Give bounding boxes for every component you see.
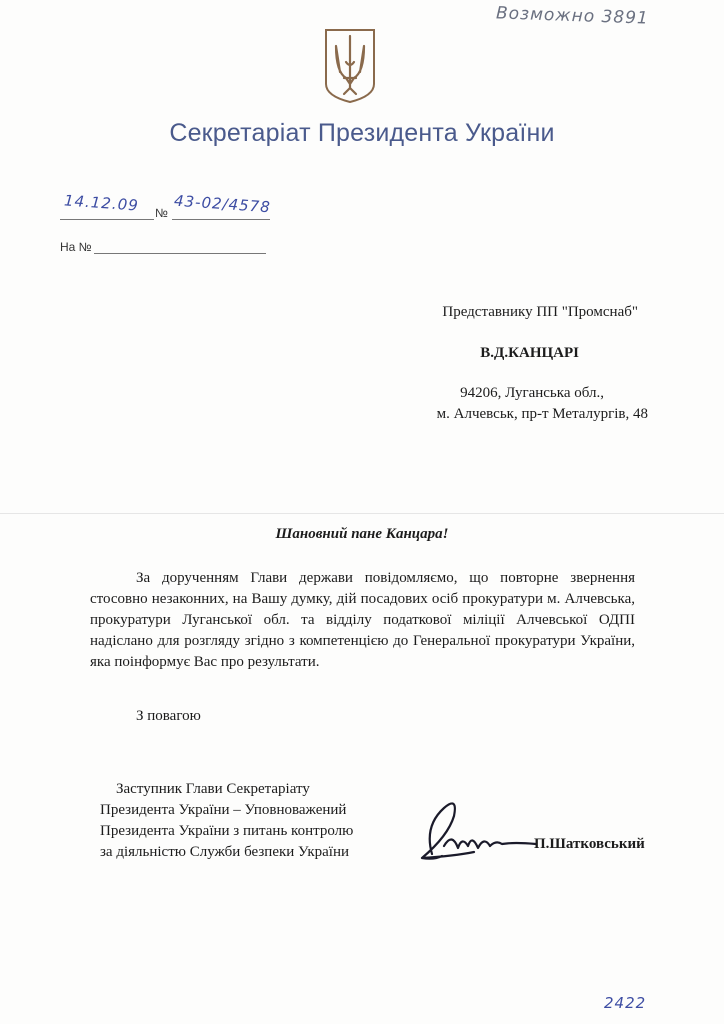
handwritten-note-top: Возможно 3891 — [495, 3, 650, 29]
closing: З повагою — [136, 708, 201, 724]
date-underline — [60, 219, 154, 220]
salutation: Шановний пане Канцара! — [275, 526, 449, 542]
handwritten-date: 14.12.09 — [63, 191, 140, 215]
recipient-address-line1: 94206, Луганська обл., — [460, 385, 604, 401]
organization-title: Секретаріат Президента України — [169, 119, 555, 147]
signatory-name: П.Шатковський — [534, 836, 645, 852]
reply-to-label: На № — [60, 240, 92, 254]
signatory-title-line: Президента України – Уповноважений — [100, 802, 347, 818]
signatory-title-line: Президента України з питань контролю — [100, 823, 354, 839]
number-underline — [172, 219, 270, 220]
signatory-title — [100, 779, 400, 863]
recipient-address-line2: м. Алчевськ, пр-т Металургів, 48 — [436, 406, 648, 422]
reply-to-underline — [94, 253, 266, 254]
handwritten-note-bottom: 2422 — [604, 994, 647, 1012]
recipient-name: В.Д.КАНЦАРІ — [480, 345, 579, 361]
recipient-line: Представнику ПП "Промснаб" — [442, 304, 638, 320]
handwritten-signature — [414, 786, 542, 866]
letter-body: За дорученням Глави держави повідомляємо, що повторне звернення стосовно незаконних, на Вашу думку, дій посадових осіб прокуратури м. Алчевська, прокуратури Луганської обл. та відділу податкової міліції Алчевської ОДПІ надіслано для розгляду згідно з компетенцією до Генеральної прокуратури України, яка поінформує Вас про результати. — [90, 570, 635, 670]
signatory-title-line: за діяльністю Служби безпеки України — [100, 844, 350, 860]
paper-fold-line — [0, 513, 724, 514]
signatory-title-line: Заступник Глави Секретаріату — [116, 781, 310, 797]
trident-emblem-icon — [322, 28, 378, 104]
number-label: № — [155, 206, 168, 220]
handwritten-outgoing-number: 43-02/4578 — [173, 191, 272, 217]
